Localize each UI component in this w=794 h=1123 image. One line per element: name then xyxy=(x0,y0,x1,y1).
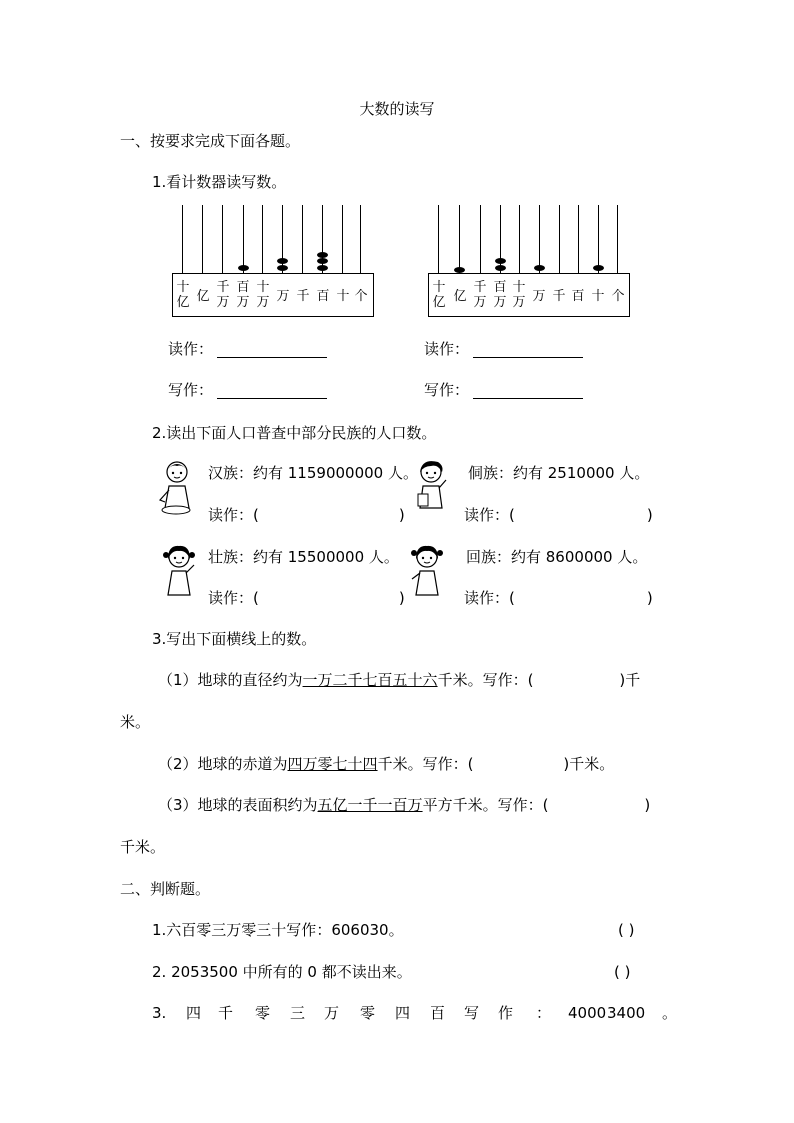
section2-heading: 二、判断题。 xyxy=(120,880,211,898)
judge-item-2: 2. 2053500 中所有的 0 都不读出来。 xyxy=(152,963,412,981)
girl-figure-icon xyxy=(158,543,200,601)
q2-item-dong: 侗族：约有 2510000 人。 xyxy=(468,464,650,482)
write-line-2[interactable]: 写作： xyxy=(424,381,583,399)
q3-p1-end: 米。 xyxy=(120,713,151,731)
q3-p1: （1）地球的直径约为一万二千七百五十六千米。写作：( )千 xyxy=(158,671,641,689)
bead xyxy=(593,265,604,271)
q2-heading: 2.读出下面人口普查中部分民族的人口数。 xyxy=(152,424,437,442)
judge-paren-1[interactable]: ( ) xyxy=(618,921,635,939)
q2-item-zhuang: 壮族：约有 15500000 人。 xyxy=(208,548,399,566)
q2-read-dong[interactable]: 读作：( ) xyxy=(464,506,653,524)
q1-heading: 1.看计数器读写数。 xyxy=(152,173,287,191)
abacus-right: 十 亿 亿 千 万 百 万 十 万 万 千 百 十 个 xyxy=(428,205,630,319)
bead xyxy=(238,265,249,271)
q2-read-hui[interactable]: 读作：( ) xyxy=(464,589,653,607)
write-line-1[interactable]: 写作： xyxy=(168,381,327,399)
bead xyxy=(495,258,506,264)
abacus-left: 十 亿 亿 千 万 百 万 十 万 万 千 百 十 个 xyxy=(172,205,374,319)
judge-paren-2[interactable]: ( ) xyxy=(614,963,631,981)
bead xyxy=(495,265,506,271)
bead xyxy=(277,265,288,271)
boy-figure-icon xyxy=(156,458,198,516)
q2-read-han[interactable]: 读作：( ) xyxy=(208,506,405,524)
read-line-2[interactable]: 读作： xyxy=(424,340,583,358)
q2-item-han: 汉族：约有 1159000000 人。 xyxy=(208,464,418,482)
bead xyxy=(534,265,545,271)
bead xyxy=(317,258,328,264)
read-line-1[interactable]: 读作： xyxy=(168,340,327,358)
q3-heading: 3.写出下面横线上的数。 xyxy=(152,630,317,648)
q2-read-zhuang[interactable]: 读作：( ) xyxy=(208,589,405,607)
section1-heading: 一、按要求完成下面各题。 xyxy=(120,132,301,150)
girl-figure-icon xyxy=(406,543,448,601)
q3-p3-end: 千米。 xyxy=(120,838,166,856)
bead xyxy=(317,265,328,271)
q2-item-hui: 回族：约有 8600000 人。 xyxy=(466,548,648,566)
bead xyxy=(277,258,288,264)
judge-item-1: 1.六百零三万零三十写作：606030。 xyxy=(152,921,404,939)
q3-p3: （3）地球的表面积约为五亿一千一百万平方千米。写作：( ) xyxy=(158,796,651,814)
page-title: 大数的读写 xyxy=(359,100,435,118)
q3-p2: （2）地球的赤道为四万零七十四千米。写作：( )千米。 xyxy=(158,755,615,773)
